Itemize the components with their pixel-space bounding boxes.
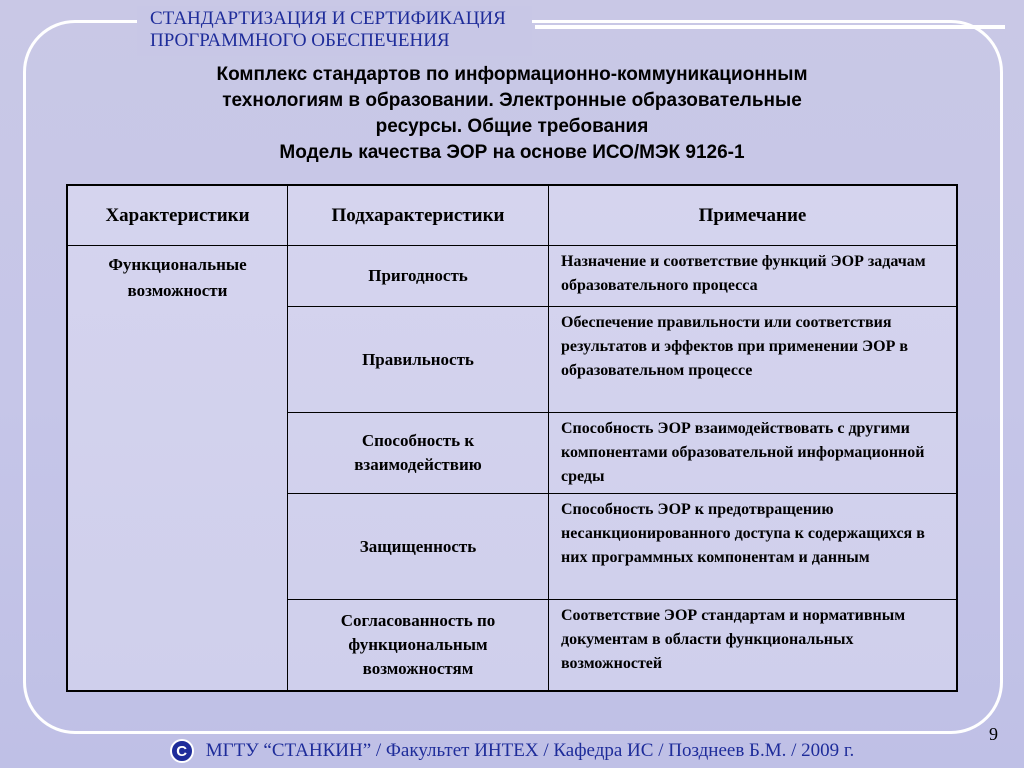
course-title-line-2: ПРОГРАММНОГО ОБЕСПЕЧЕНИЯ: [150, 30, 450, 51]
note-cell: Способность ЭОР к предотвращению несанкционированного доступа к содержащихся в них программных компонентам и данным: [561, 501, 925, 566]
heading-line-1: Комплекс стандартов по информационно-коммуникационным: [216, 64, 808, 85]
heading-line-2: технологиям в образовании. Электронные образовательные: [222, 90, 802, 111]
subcharacteristic-cell: Правильность: [362, 349, 474, 369]
note-cell: Назначение и соответствие функций ЭОР задачам образовательного процесса: [561, 253, 926, 294]
note-cell: Обеспечение правильности или соответствия результатов и эффектов при применении ЭОР в образовательном процессе: [561, 314, 908, 379]
slide-heading: [120, 62, 904, 166]
footer: [0, 734, 1024, 768]
heading-line-4: Модель качества ЭОР на основе ИСО/МЭК 9126-1: [279, 142, 745, 163]
heading-line-3: ресурсы. Общие требования: [375, 116, 649, 137]
course-title: [150, 8, 540, 52]
footer-text: МГТУ “СТАНКИН” / Факультет ИНТЕХ / Кафедра ИС / Позднеев Б.М. / 2009 г.: [205, 740, 855, 761]
column-header-note: Примечание: [698, 204, 807, 226]
copyright-icon: C: [170, 739, 194, 763]
page-number: 9: [989, 724, 998, 744]
quality-model-table: [66, 184, 958, 692]
note-cell: Способность ЭОР взаимодействовать с другими компонентами образовательной информационной среды: [561, 420, 925, 485]
note-cell: Соответствие ЭОР стандартам и нормативным документам в области функциональных возможностей: [561, 607, 906, 672]
subcharacteristic-cell: Пригодность: [368, 266, 468, 285]
subcharacteristic-cell: Способность к взаимодействию: [354, 431, 482, 474]
subcharacteristic-cell: Защищенность: [359, 536, 477, 556]
column-header-characteristics: Характеристики: [105, 204, 250, 226]
column-header-subcharacteristics: Подхарактеристики: [331, 204, 505, 226]
characteristic-cell: Функциональные возможности: [108, 255, 247, 300]
course-title-line-1: СТАНДАРТИЗАЦИЯ И СЕРТИФИКАЦИЯ: [150, 8, 506, 29]
subcharacteristic-cell: Согласованность по функциональным возможностям: [340, 611, 496, 678]
header-divider: [535, 25, 1005, 29]
